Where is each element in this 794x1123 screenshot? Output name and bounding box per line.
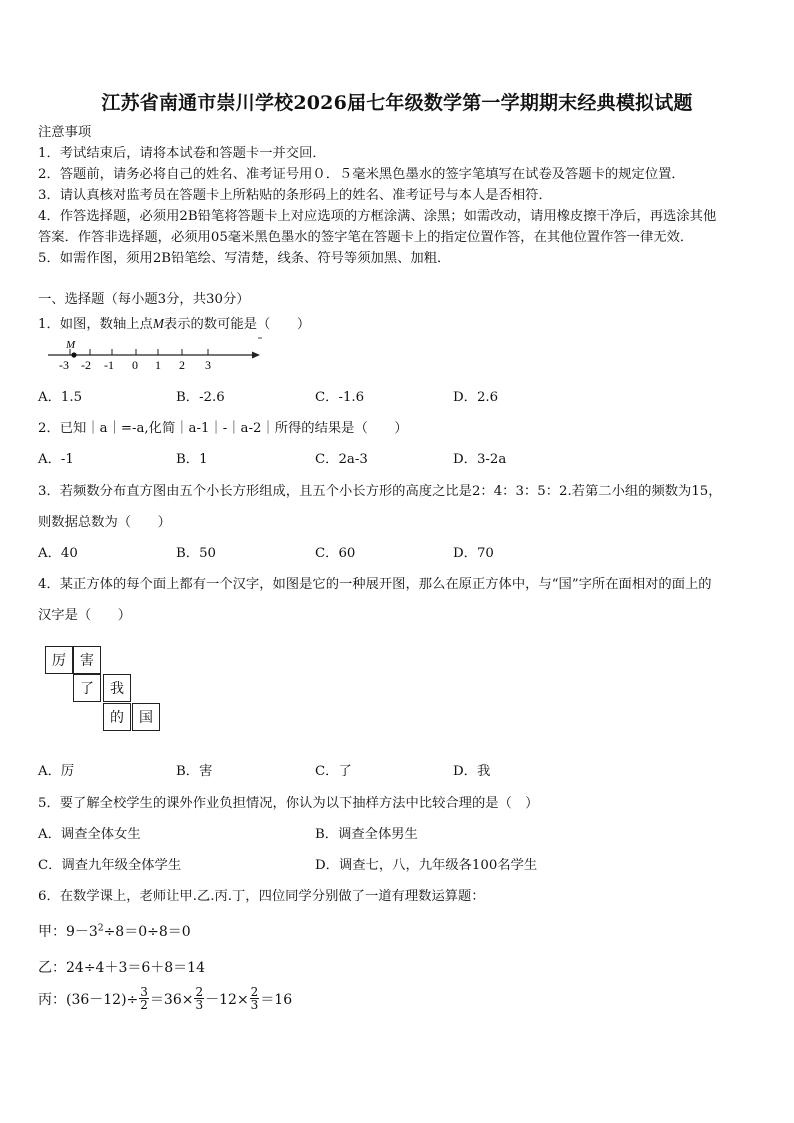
tick-label: -1 xyxy=(104,358,114,372)
calc-jia: 甲：$9-3^2\div 8=0\div 8=0$ xyxy=(38,923,191,940)
notice-item: 3．请认真核对监考员在答题卡上所粘贴的条形码上的姓名、准考证号与本人是否相符． xyxy=(38,188,552,203)
option-b: B．1 xyxy=(176,452,208,467)
option-a: A．1.5 xyxy=(38,390,83,405)
fraction: $\frac{2}{3}$ xyxy=(195,985,204,1012)
tick-label: 1 xyxy=(155,358,161,372)
calc-bing: 丙： (36－12)÷ $\frac{3}{2}$ ＝36× $\frac{2}{3}$ －12× $\frac{2}{3}$ ＝16 xyxy=(38,985,293,1012)
option-d: D．3-2a xyxy=(453,452,507,467)
option-a: A．40 xyxy=(38,546,78,561)
option-d: D．2.6 xyxy=(453,390,499,405)
option-b: B．-2.6 xyxy=(176,390,225,405)
option-c: C．60 xyxy=(315,546,356,561)
question-6-stem: 6．在数学课上，老师让甲.乙.丙.丁，四位同学分别做了一道有理数运算题： xyxy=(38,889,485,904)
axis-arrow-icon xyxy=(252,352,260,359)
question-4-stem: 4．某正方体的每个面上都有一个汉字，如图是它的一种展开图，那么在原正方体中，与“国”字所在面相对的面上的 xyxy=(38,577,712,592)
question-5-stem: 5．要了解全校学生的课外作业负担情况，你认为以下抽样方法中比较合理的是（ ） xyxy=(38,796,539,811)
option-a: A．-1 xyxy=(38,452,74,467)
question-3-stem: 3．若频数分布直方图由五个小长方形组成，且五个小长方形的高度之比是2：4：3：5：2.若第二小组的频数为15， xyxy=(38,484,722,499)
tick-label: 0 xyxy=(132,358,138,372)
number-line xyxy=(46,334,266,374)
option-c: C．了 xyxy=(315,764,352,779)
tick-label: 3 xyxy=(205,358,211,372)
notice-item: 2．答题前，请务必将自己的姓名、准考证号用０．５毫米黑色墨水的签字笔填写在试卷及答题卡的规定位置． xyxy=(38,167,685,182)
option-c: C．调查九年级全体学生 xyxy=(38,858,182,873)
net-cell: 厉 xyxy=(45,646,73,674)
point-m-label: M xyxy=(152,316,164,331)
option-d: D．70 xyxy=(453,546,494,561)
option-a: A．调查全体女生 xyxy=(38,827,141,842)
option-c: C．2a-3 xyxy=(315,452,368,467)
page-title: 江苏省南通市崇川学校2026届七年级数学第一学期期末经典模拟试题 xyxy=(101,92,693,114)
calc-yi: 乙：24÷4＋3＝6＋8＝14 xyxy=(38,960,205,976)
notice-item: 4．作答选择题，必须用2B铅笔将答题卡上对应选项的方框涂满、涂黑；如需改动，请用橡皮擦干净后，再选涂其他 xyxy=(38,209,717,224)
question-4-stem-cont: 汉字是（ ） xyxy=(38,608,132,623)
net-cell: 了 xyxy=(73,674,101,702)
notice-heading: 注意事项 xyxy=(38,125,92,140)
point-m-text: M xyxy=(66,339,76,351)
option-a: A．厉 xyxy=(38,764,75,779)
fraction: $\frac{3}{2}$ xyxy=(140,985,148,1012)
question-2-stem: 2．已知｜a｜=-a,化简｜a-1｜-｜a-2｜所得的结果是（ ） xyxy=(38,421,408,436)
tick-label: -2 xyxy=(81,358,91,372)
option-d: D．调查七，八，九年级各100名学生 xyxy=(315,858,538,873)
net-cell: 国 xyxy=(132,703,160,731)
net-cell: 的 xyxy=(103,703,131,731)
notice-item: 答案．作答非选择题，必须用05毫米黑色墨水的签字笔在答题卡上的指定位置作答，在其他位置作答一律无效． xyxy=(38,230,694,245)
option-c: C．-1.6 xyxy=(315,390,365,405)
notice-item: 1．考试结束后，请将本试卷和答题卡一并交回． xyxy=(38,146,326,161)
option-b: B．害 xyxy=(176,764,213,779)
question-1-stem: 1．如图，数轴上点M表示的数可能是（ ） xyxy=(38,316,311,332)
point-m xyxy=(71,352,76,357)
section-heading: 一、选择题（每小题3分，共30分） xyxy=(38,292,250,307)
tick-label: 2 xyxy=(179,358,185,372)
question-3-stem-cont: 则数据总数为（ ） xyxy=(38,515,171,530)
notice-item: 5．如需作图，须用2B铅笔绘、写清楚，线条、符号等须加黑、加粗． xyxy=(38,251,451,266)
net-cell: 害 xyxy=(73,646,101,674)
tick-label: -3 xyxy=(59,358,69,372)
net-cell: 我 xyxy=(103,674,131,702)
option-b: B．调查全体男生 xyxy=(315,827,418,842)
fraction: $\frac{2}{3}$ xyxy=(250,985,259,1012)
option-d: D．我 xyxy=(453,764,491,779)
option-b: B．50 xyxy=(176,546,216,561)
number-line-figure xyxy=(46,334,266,374)
